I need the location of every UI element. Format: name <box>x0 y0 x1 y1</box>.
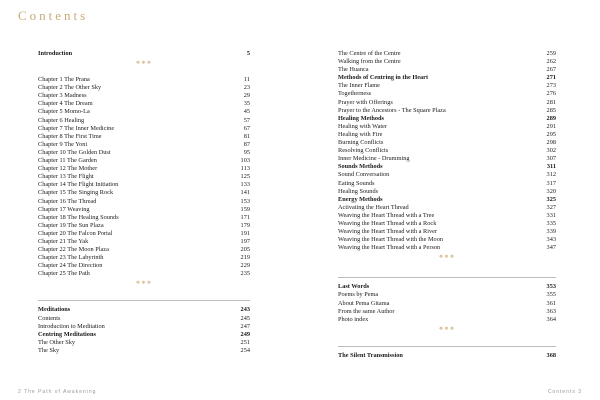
toc-entry-label: Chapter 3 Madness <box>38 92 87 100</box>
toc-entry-page: 171 <box>240 213 250 221</box>
toc-entry-page: 262 <box>546 58 556 66</box>
toc-entry-page: 317 <box>546 179 556 187</box>
toc-right-column <box>338 50 556 360</box>
toc-entry-page: 254 <box>240 346 250 354</box>
toc-entry-page: 347 <box>546 244 556 252</box>
toc-entry-meditations[interactable] <box>38 306 250 314</box>
toc-entry-page: 361 <box>546 299 556 307</box>
footer-left: 2 The Path of Awakening <box>18 389 97 395</box>
toc-entry[interactable] <box>38 117 250 125</box>
toc-entry-page: 141 <box>240 189 250 197</box>
toc-entry[interactable] <box>38 149 250 157</box>
toc-entry-label: Chapter 10 The Golden Dust <box>38 148 111 156</box>
toc-entry-label: Chapter 22 The Moon Plaza <box>38 246 109 254</box>
toc-entry-label: Chapter 14 The Flight Initiation <box>38 181 119 189</box>
toc-entry-label: Chapter 20 The Falcon Portal <box>38 229 113 237</box>
toc-entry-page: 243 <box>240 306 250 314</box>
toc-entry-silent-transmission[interactable] <box>338 352 556 360</box>
toc-entry-label: The Huanca <box>338 66 369 74</box>
toc-entry-page: 67 <box>243 124 250 132</box>
toc-entry-page: 205 <box>240 246 250 254</box>
toc-entry-page: 245 <box>240 314 250 322</box>
toc-entry-label: Healing Methods <box>338 114 385 122</box>
toc-entry-label: Chapter 2 The Other Sky <box>38 84 102 92</box>
toc-entry-page: 191 <box>240 229 250 237</box>
toc-entry-label: Energy Methods <box>338 195 383 203</box>
toc-entry-page: 81 <box>243 132 250 140</box>
toc-entry[interactable] <box>338 188 556 196</box>
toc-entry-label: Introduction <box>38 50 73 57</box>
toc-entry-page: 229 <box>240 262 250 270</box>
toc-entry-page: 327 <box>546 203 556 211</box>
toc-entry[interactable] <box>338 220 556 228</box>
toc-entry-label: Weaving the Heart Thread with a Rock <box>338 219 437 227</box>
toc-entry[interactable] <box>38 315 250 323</box>
toc-entry-label: Poems by Pema <box>338 291 379 299</box>
toc-entry-page: 29 <box>243 92 250 100</box>
toc-entry-label: Weaving the Heart Thread with the Moon <box>338 236 443 244</box>
toc-entry-page: 368 <box>546 351 556 359</box>
toc-entry[interactable] <box>38 125 250 133</box>
ornament-separator <box>38 278 250 291</box>
toc-entry-page: 339 <box>546 228 556 236</box>
toc-entry[interactable] <box>338 244 556 252</box>
toc-entry-label: Centring Meditations <box>38 330 96 338</box>
toc-entry-label: Togetherness <box>338 90 372 98</box>
toc-entry-page: 251 <box>240 338 250 346</box>
toc-entry-label: Methods of Centring in the Heart <box>338 74 429 82</box>
toc-entry[interactable] <box>338 90 556 98</box>
toc-entry-label: Introduction to Meditation <box>38 322 105 330</box>
toc-entry[interactable] <box>38 323 250 331</box>
toc-entry-label: Chapter 1 The Prana <box>38 76 90 84</box>
toc-entry-page: 343 <box>546 236 556 244</box>
toc-entry-label: Prayer to the Ancestors - The Square Plaza <box>338 106 446 114</box>
toc-entry[interactable] <box>38 254 250 262</box>
toc-entry[interactable] <box>38 262 250 270</box>
toc-entry-page: 267 <box>546 66 556 74</box>
toc-entry-page: 355 <box>546 291 556 299</box>
toc-entry-page: 312 <box>546 171 556 179</box>
toc-entry[interactable] <box>338 308 556 316</box>
toc-entry-label: Chapter 19 The Sun Plaza <box>38 221 104 229</box>
toc-entry-page: 5 <box>246 50 250 57</box>
toc-entry[interactable] <box>338 204 556 212</box>
toc-entry[interactable] <box>338 212 556 220</box>
toc-entry-page: 197 <box>240 237 250 245</box>
toc-entry-label: Chapter 6 Healing <box>38 116 85 124</box>
toc-entry-page: 281 <box>546 98 556 106</box>
toc-entry-label: Last Words <box>338 283 370 291</box>
toc-entry[interactable] <box>338 291 556 299</box>
toc-entry[interactable] <box>338 171 556 179</box>
toc-entry[interactable] <box>338 163 556 171</box>
toc-entry-page: 179 <box>240 221 250 229</box>
toc-entry-label: Chapter 24 The Direction <box>38 262 103 270</box>
toc-entry[interactable] <box>338 74 556 82</box>
toc-entry-page: 302 <box>546 147 556 155</box>
toc-entry-page: 298 <box>546 139 556 147</box>
toc-entry-label: Chapter 25 The Path <box>38 270 90 278</box>
toc-entry-page: 45 <box>243 108 250 116</box>
toc-entry-page: 335 <box>546 219 556 227</box>
toc-entry-introduction[interactable] <box>38 50 250 58</box>
toc-entry-label: Sounds Methods <box>338 163 383 171</box>
toc-entry-label: Chapter 4 The Dream <box>38 100 93 108</box>
toc-entry-label: Chapter 13 The Flight <box>38 173 94 181</box>
toc-entry[interactable] <box>38 133 250 141</box>
toc-entry[interactable] <box>38 347 250 355</box>
toc-entry[interactable] <box>338 316 556 324</box>
toc-entry-label: Meditations <box>38 306 71 314</box>
toc-entry-label: Inner Medicine - Drumming <box>338 155 410 163</box>
toc-entry-label: The Sky <box>38 346 60 354</box>
toc-entry-page: 103 <box>240 157 250 165</box>
toc-entry[interactable] <box>338 58 556 66</box>
toc-entry-label: Contents <box>38 314 61 322</box>
toc-entry[interactable] <box>38 246 250 254</box>
toc-entry-label: Chapter 12 The Mother <box>38 165 98 173</box>
toc-entry-label: Chapter 5 Momo-La <box>38 108 90 116</box>
toc-entry-page: 87 <box>243 140 250 148</box>
toc-entry-page: 235 <box>240 270 250 278</box>
toc-entry-page: 285 <box>546 106 556 114</box>
toc-entry[interactable] <box>338 123 556 131</box>
toc-entry-page: 23 <box>243 84 250 92</box>
toc-entry-label: Prayer with Offerings <box>338 98 393 106</box>
ornament-separator <box>38 58 250 71</box>
toc-entry-label: Chapter 11 The Garden <box>38 157 97 165</box>
toc-entry[interactable] <box>338 99 556 107</box>
toc-entry[interactable] <box>38 198 250 206</box>
toc-entry-page: 159 <box>240 205 250 213</box>
toc-entry-page: 133 <box>240 181 250 189</box>
toc-entry[interactable] <box>38 189 250 197</box>
toc-entry-page: 295 <box>546 130 556 138</box>
toc-entry-label: Chapter 23 The Labyrinth <box>38 254 104 262</box>
ornament-icon: ❖❖❖ <box>135 281 153 287</box>
toc-entry[interactable] <box>38 222 250 230</box>
toc-entry-page: 273 <box>546 82 556 90</box>
toc-entry[interactable] <box>38 108 250 116</box>
toc-entry[interactable] <box>38 230 250 238</box>
ornament-icon: ❖❖❖ <box>135 61 153 67</box>
toc-entry-label: The Other Sky <box>38 338 76 346</box>
toc-entry-label: Chapter 17 Weaving <box>38 205 90 213</box>
toc-entry-label: Sound Conversation <box>338 171 390 179</box>
toc-entry-label: Healing Sounds <box>338 187 379 195</box>
toc-entry[interactable] <box>338 50 556 58</box>
toc-entry-label: Weaving the Heart Thread with a River <box>338 228 438 236</box>
toc-entry-label: Resolving Conflicts <box>338 147 389 155</box>
toc-entry[interactable] <box>38 339 250 347</box>
toc-entry-page: 57 <box>243 116 250 124</box>
toc-entry-page: 291 <box>546 122 556 130</box>
toc-entry-page: 95 <box>243 148 250 156</box>
toc-entry[interactable] <box>338 82 556 90</box>
toc-entry-label: The Inner Flame <box>338 82 380 90</box>
toc-entry-page: 219 <box>240 254 250 262</box>
toc-entry-page: 364 <box>546 315 556 323</box>
toc-entry-page: 35 <box>243 100 250 108</box>
toc-entry-label: Healing with Fire <box>338 130 383 138</box>
toc-entry[interactable] <box>38 92 250 100</box>
toc-entry[interactable] <box>338 139 556 147</box>
toc-entry-page: 271 <box>546 74 556 82</box>
toc-entry[interactable] <box>338 147 556 155</box>
toc-entry-label: Chapter 18 The Healing Sounds <box>38 213 119 221</box>
toc-entry-label: Chapter 21 The Yak <box>38 237 89 245</box>
toc-entry-page: 247 <box>240 322 250 330</box>
footer-right: Contents 3 <box>547 389 582 395</box>
toc-entry[interactable] <box>338 180 556 188</box>
ornament-icon: ❖❖❖ <box>438 326 456 332</box>
toc-entry-centring-meditations[interactable] <box>38 331 250 339</box>
toc-entry-page: 320 <box>546 187 556 195</box>
toc-entry-page: 249 <box>240 330 250 338</box>
toc-entry-page: 113 <box>240 165 250 173</box>
toc-entry[interactable] <box>338 236 556 244</box>
toc-entry[interactable] <box>338 300 556 308</box>
toc-entry[interactable] <box>38 76 250 84</box>
toc-entry[interactable] <box>38 100 250 108</box>
toc-entry[interactable] <box>38 181 250 189</box>
toc-entry-page: 307 <box>546 155 556 163</box>
toc-entry-label: Healing with Water <box>338 122 388 130</box>
ornament-icon: ❖❖❖ <box>438 255 456 261</box>
toc-entry-last-words[interactable] <box>338 283 556 291</box>
toc-entry[interactable] <box>338 107 556 115</box>
toc-entry[interactable] <box>38 173 250 181</box>
toc-entry-label: Eating Sounds <box>338 179 375 187</box>
toc-entry[interactable] <box>338 228 556 236</box>
toc-entry[interactable] <box>338 196 556 204</box>
toc-entry-label: Weaving the Heart Thread with a Tree <box>338 211 435 219</box>
page-title: Contents <box>18 8 89 23</box>
toc-entry-page: 125 <box>240 173 250 181</box>
toc-entry-label: The Silent Transmission <box>338 351 403 359</box>
toc-entry-page: 363 <box>546 307 556 315</box>
toc-left-column <box>38 50 250 355</box>
toc-entry[interactable] <box>38 84 250 92</box>
toc-entry-label: Chapter 16 The Thread <box>38 197 97 205</box>
toc-entry-page: 153 <box>240 197 250 205</box>
toc-entry-page: 325 <box>546 195 556 203</box>
toc-entry-page: 289 <box>546 114 556 122</box>
toc-entry-label: Walking from the Centre <box>338 58 401 66</box>
toc-entry-page: 353 <box>546 283 556 291</box>
toc-entry-page: 11 <box>243 76 250 84</box>
toc-entry-label: Weaving the Heart Thread with a Person <box>338 244 441 252</box>
toc-entry[interactable] <box>38 165 250 173</box>
toc-entry-page: 311 <box>546 163 556 171</box>
toc-entry[interactable] <box>38 238 250 246</box>
toc-entry[interactable] <box>38 206 250 214</box>
ornament-separator <box>338 252 556 265</box>
toc-entry-label: Photo index <box>338 315 369 323</box>
toc-entry[interactable] <box>338 115 556 123</box>
toc-entry[interactable] <box>38 157 250 165</box>
toc-entry-label: From the same Author <box>338 307 395 315</box>
toc-entry[interactable] <box>38 270 250 278</box>
toc-entry-label: Burning Conflicts <box>338 139 384 147</box>
toc-entry[interactable] <box>38 141 250 149</box>
toc-entry-page: 259 <box>546 50 556 57</box>
toc-entry-label: About Pema Gitama <box>338 299 390 307</box>
toc-entry-label: Chapter 8 The First Time <box>38 132 102 140</box>
toc-entry-label: Chapter 9 The Yoni <box>38 140 88 148</box>
toc-entry[interactable] <box>338 131 556 139</box>
toc-entry-label: Chapter 7 The Inner Medicine <box>38 124 115 132</box>
toc-entry-label: Chapter 15 The Singing Rock <box>38 189 114 197</box>
toc-entry[interactable] <box>38 214 250 222</box>
toc-entry[interactable] <box>338 155 556 163</box>
toc-entry-page: 276 <box>546 90 556 98</box>
toc-entry-label: Activating the Heart Thread <box>338 203 409 211</box>
ornament-separator <box>338 324 556 337</box>
toc-entry-label: The Centre of the Centre <box>338 50 401 57</box>
toc-entry[interactable] <box>338 66 556 74</box>
toc-entry-page: 331 <box>546 211 556 219</box>
